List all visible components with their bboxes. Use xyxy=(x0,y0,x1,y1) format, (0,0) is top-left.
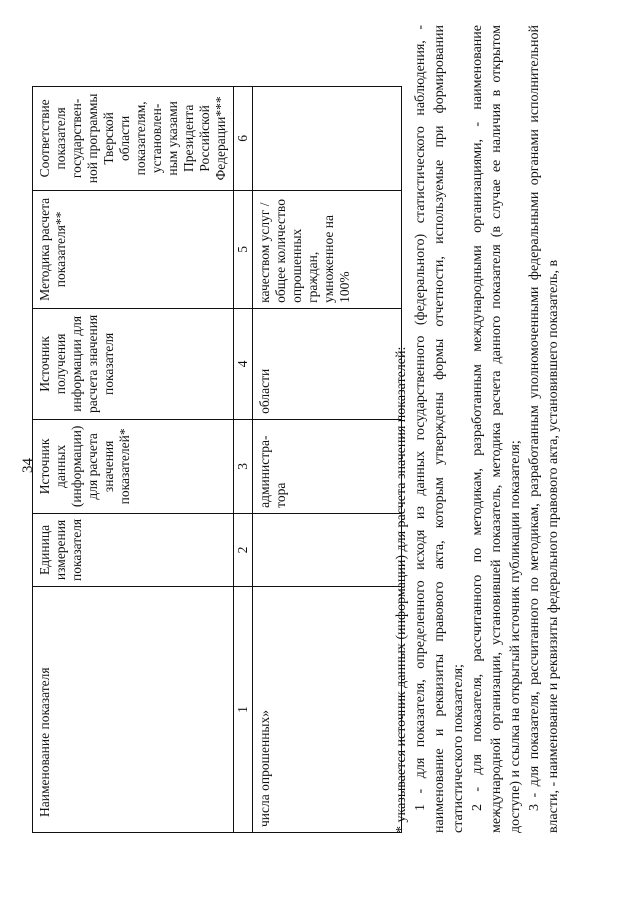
table-cell xyxy=(253,86,402,190)
table-cell: числа опрошенных» xyxy=(253,587,402,833)
page-number: 34 xyxy=(20,458,36,473)
header-cell: Методика расчета показателя** xyxy=(33,190,234,308)
column-number: 4 xyxy=(234,308,253,419)
header-cell: Наименование показателя xyxy=(33,587,234,833)
indicator-table xyxy=(32,86,402,833)
footnote-intro: * указывается источник данных (информации) для расчета значения показателей: xyxy=(394,346,409,833)
footnote-item: 3 - для показателя, рассчитанного по методикам, разработанным уполномоченными федеральными органами исполнительной власти, - наименование и реквизиты федерального правового акта, установившего показатель, в xyxy=(527,25,561,833)
column-number: 6 xyxy=(234,86,253,190)
column-number: 1 xyxy=(234,587,253,833)
column-number: 2 xyxy=(234,513,253,586)
column-number: 5 xyxy=(234,190,253,308)
header-cell: Источник получения информации для расчета значения показателя xyxy=(33,308,234,419)
header-cell: Единица измерения показателя xyxy=(33,513,234,586)
footnotes xyxy=(392,25,563,833)
table-cell xyxy=(253,513,402,586)
table-cell: области xyxy=(253,308,402,419)
header-cell: Источник данных (информации) для расчета значения показателей* xyxy=(33,419,234,513)
table-header-row xyxy=(33,86,234,832)
footnote-item: 1 - для показателя, определенного исходя из данных государственного (федерального) статистического наблюдения, - наименование и реквизиты правового акта, которым утверждены формы отчетности, используемые при формировании статистического показателя; xyxy=(413,25,466,833)
header-cell: Соответствие показателя государствен-ной программы Тверской области показателям, установлен-ным указами Президента Российской Федерации*** xyxy=(33,86,234,190)
table-cell: качеством услуг / общее количество опрошенных граждан, умноженное на 100% xyxy=(253,190,402,308)
table-cell: администра-тора xyxy=(253,419,402,513)
footnote-item: 2 - для показателя, рассчитанного по методикам, разработанным международными организациями, - наименование международной организации, установившей показатель, методика расчета данного показателя (в случае ее наличия в открытом доступе) и ссылка на открытый источник публикации показателя; xyxy=(470,25,523,833)
column-number-row xyxy=(234,86,253,832)
column-number: 3 xyxy=(234,419,253,513)
table-row xyxy=(253,86,402,832)
